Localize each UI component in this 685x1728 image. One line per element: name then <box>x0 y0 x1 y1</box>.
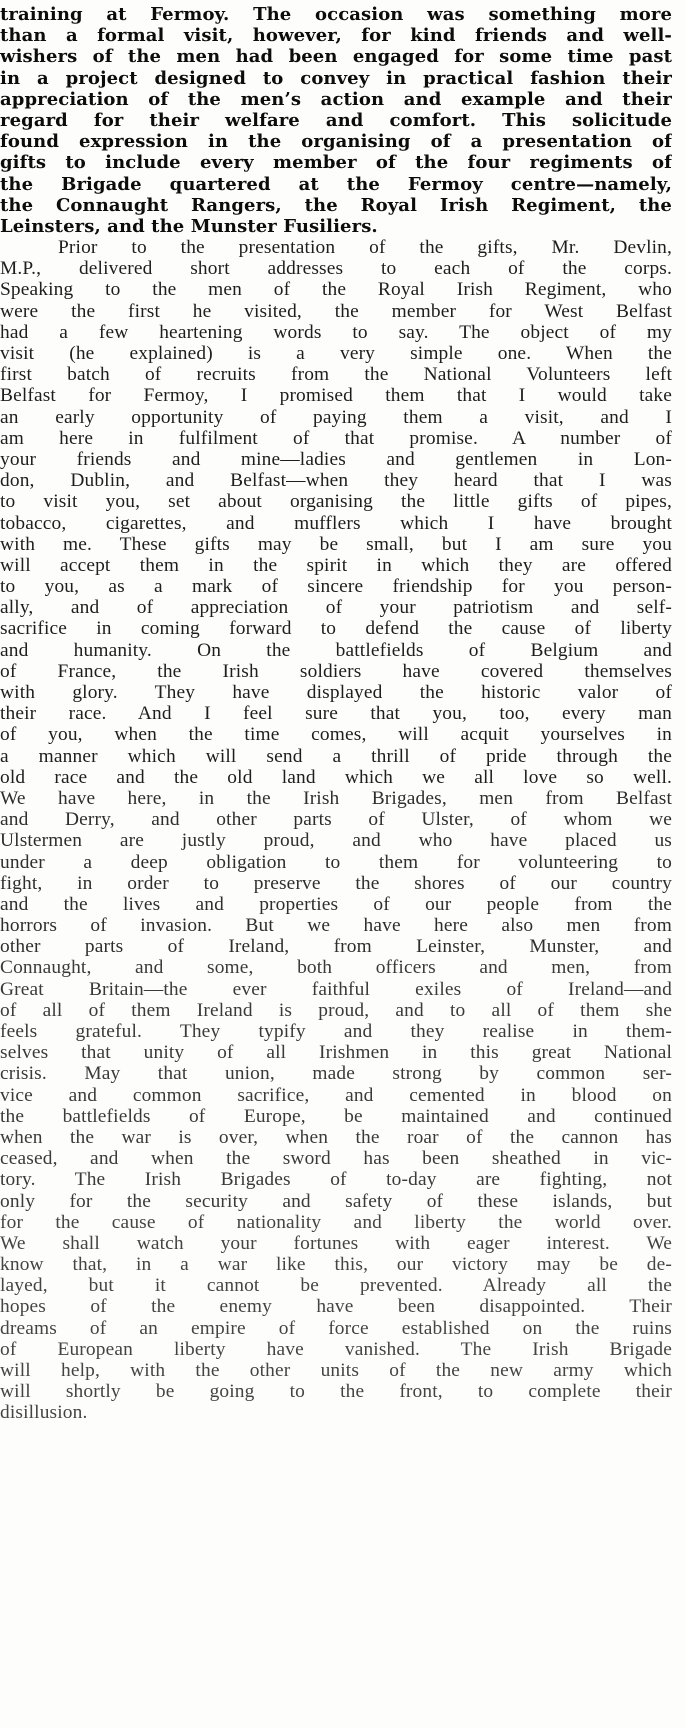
text-line: than a formal visit, however, for kind friends and well- <box>0 25 672 47</box>
text-line: and humanity. On the battlefields of Belgium and <box>0 639 672 661</box>
text-line: of you, when the time comes, will acquit yourselves in <box>0 724 672 746</box>
text-line: of all of them Ireland is proud, and to all of them she <box>0 999 672 1021</box>
text-line: Speaking to the men of the Royal Irish Regiment, who <box>0 279 672 301</box>
text-line: am here in fulfilment of that promise. A number of <box>0 427 672 449</box>
text-line: the battlefields of Europe, be maintained and continued <box>0 1105 672 1127</box>
text-line: in a project designed to convey in practical fashion their <box>0 67 672 89</box>
paragraph <box>0 237 672 1424</box>
text-line: will shortly be going to the front, to complete their <box>0 1381 672 1403</box>
text-line: under a deep obligation to them for volunteering to <box>0 851 672 873</box>
text-line: old race and the old land which we all love so well. <box>0 766 672 788</box>
text-line: of France, the Irish soldiers have covered themselves <box>0 660 672 682</box>
text-line: their race. And I feel sure that you, too, every man <box>0 703 672 725</box>
text-line: We have here, in the Irish Brigades, men from Belfast <box>0 787 672 809</box>
text-line: to you, as a mark of sincere friendship for you person- <box>0 576 672 598</box>
text-line: had a few heartening words to say. The object of my <box>0 321 672 343</box>
text-line: other parts of Ireland, from Leinster, Munster, and <box>0 936 672 958</box>
text-line: ceased, and when the sword has been sheathed in vic- <box>0 1148 672 1170</box>
text-line: will accept them in the spirit in which they are offered <box>0 554 672 576</box>
text-line: ally, and of appreciation of your patriotism and self- <box>0 597 672 619</box>
text-line: the Brigade quartered at the Fermoy centre—namely, <box>0 173 672 195</box>
text-line: and Derry, and other parts of Ulster, of whom we <box>0 809 672 831</box>
text-line: to visit you, set about organising the little gifts of pipes, <box>0 491 672 513</box>
text-line: M.P., delivered short addresses to each of the corps. <box>0 258 672 280</box>
text-line: sacrifice in coming forward to defend the cause of liberty <box>0 618 672 640</box>
text-line: layed, but it cannot be prevented. Already all the <box>0 1275 672 1297</box>
text-line: a manner which will send a thrill of pride through the <box>0 745 672 767</box>
text-line: tobacco, cigarettes, and mufflers which I have brought <box>0 512 672 534</box>
text-line: vice and common sacrifice, and cemented in blood on <box>0 1084 672 1106</box>
text-line: disillusion. <box>0 1402 88 1424</box>
text-line: regard for their welfare and comfort. This solicitude <box>0 109 672 131</box>
text-line: Ulstermen are justly proud, and who have placed us <box>0 830 672 852</box>
text-line: hopes of the enemy have been disappointed. Their <box>0 1296 672 1318</box>
text-line: your friends and mine—ladies and gentlemen in Lon- <box>0 448 672 470</box>
text-line: appreciation of the men’s action and example and their <box>0 88 672 110</box>
text-line: wishers of the men had been engaged for some time past <box>0 46 672 68</box>
text-line: don, Dublin, and Belfast—when they heard that I was <box>0 470 672 492</box>
text-line: with glory. They have displayed the historic valor of <box>0 682 672 703</box>
text-line: know that, in a war like this, our victory may be de- <box>0 1254 672 1276</box>
text-line: were the first he visited, the member for West Belfast <box>0 300 672 322</box>
paragraph <box>0 4 672 237</box>
text-line: with me. These gifts may be small, but I am sure you <box>0 533 672 555</box>
text-line: tory. The Irish Brigades of to-day are fighting, not <box>0 1169 672 1191</box>
text-line: fight, in order to preserve the shores of our country <box>0 872 672 894</box>
text-column <box>0 4 672 1424</box>
text-line: the Connaught Rangers, the Royal Irish Regiment, the <box>0 194 672 216</box>
text-line: visit (he explained) is a very simple one. When the <box>0 343 672 364</box>
text-line: Prior to the presentation of the gifts, Mr. Devlin, <box>58 237 672 259</box>
text-line: horrors of invasion. But we have here also men from <box>0 915 672 937</box>
text-line: Leinsters, and the Munster Fusiliers. <box>0 215 378 237</box>
text-line: will help, with the other units of the new army which <box>0 1360 672 1381</box>
text-line: Great Britain—the ever faithful exiles of Ireland—and <box>0 978 672 1000</box>
text-line: Belfast for Fermoy, I promised them that I would take <box>0 385 672 407</box>
text-line: for the cause of nationality and liberty the world over. <box>0 1211 672 1233</box>
text-line: and the lives and properties of our people from the <box>0 893 672 915</box>
text-line: dreams of an empire of force established on the ruins <box>0 1317 672 1339</box>
text-line: gifts to include every member of the four regiments of <box>0 152 672 174</box>
text-line: of European liberty have vanished. The Irish Brigade <box>0 1338 672 1360</box>
text-line: training at Fermoy. The occasion was something more <box>0 4 672 25</box>
text-line: We shall watch your fortunes with eager interest. We <box>0 1232 672 1254</box>
text-line: selves that unity of all Irishmen in this great National <box>0 1042 672 1064</box>
text-line: feels grateful. They typify and they realise in them- <box>0 1021 672 1042</box>
text-line: first batch of recruits from the National Volunteers left <box>0 364 672 386</box>
text-line: only for the security and safety of these islands, but <box>0 1190 672 1212</box>
text-line: an early opportunity of paying them a visit, and I <box>0 406 672 428</box>
text-line: found expression in the organising of a presentation of <box>0 131 672 153</box>
text-line: when the war is over, when the roar of the cannon has <box>0 1126 672 1148</box>
text-line: Connaught, and some, both officers and men, from <box>0 957 672 979</box>
text-line: crisis. May that union, made strong by common ser- <box>0 1063 672 1085</box>
